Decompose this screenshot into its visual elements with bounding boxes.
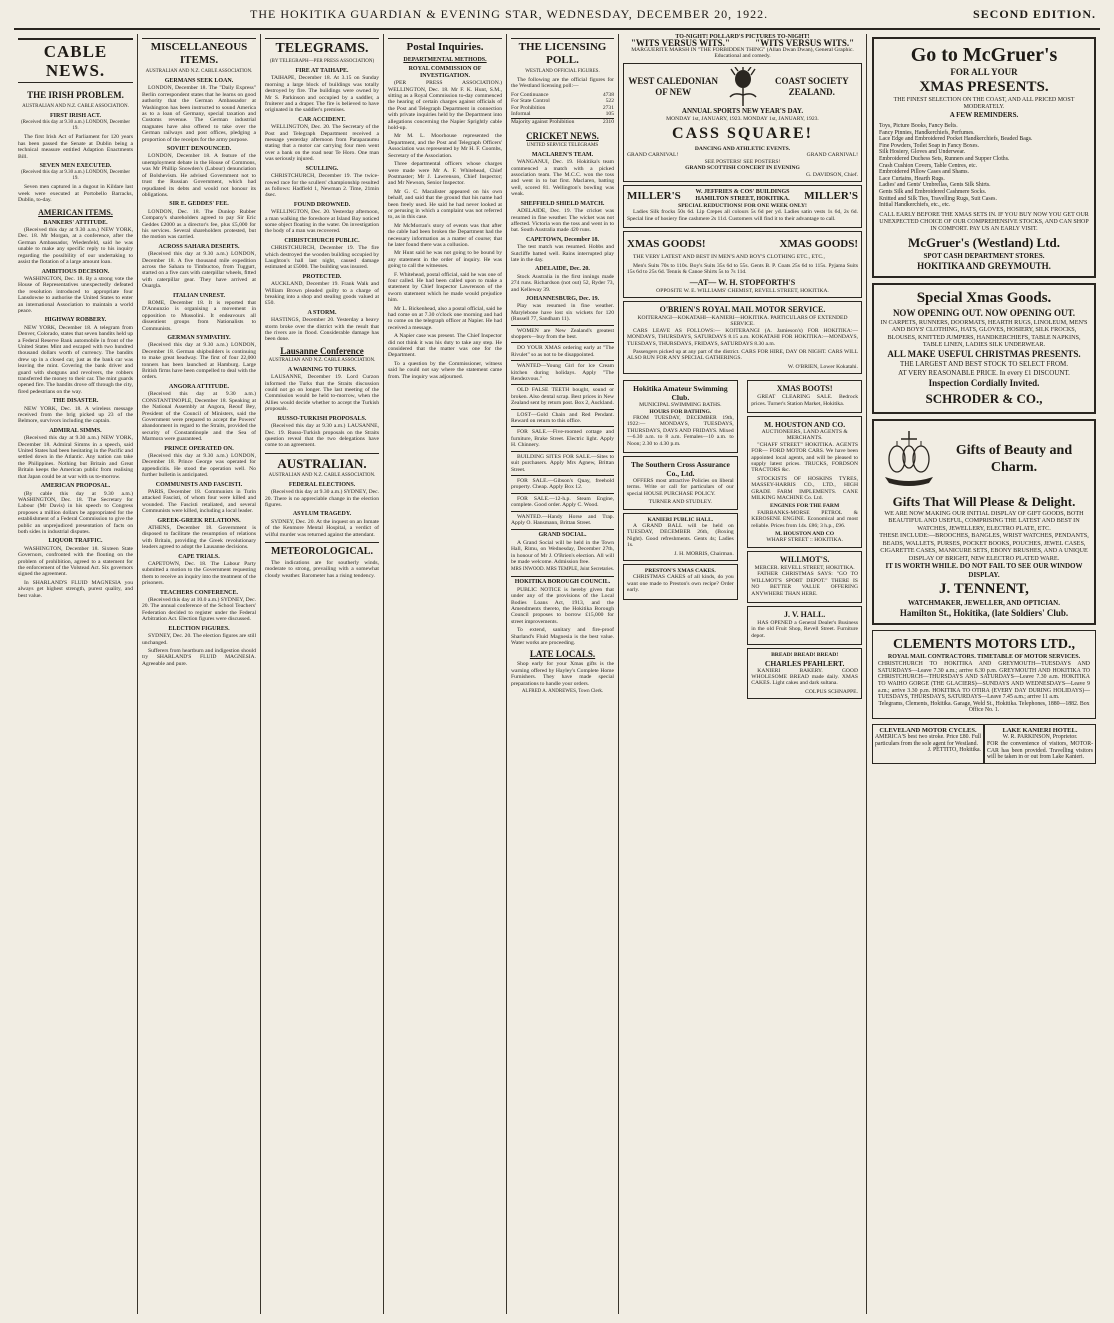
houston-advert [747,416,862,548]
bottom-adverts [872,724,1096,764]
advert-paragraph: CARS LEAVE AS FOLLOWS:— KOITERANGI (A. Jamieson's) FOR HOKITIKA:—MONDAYS, THURSDAYS, SATURDAYS 8.15 a.m. KOKATAHI FOR HOKITIKA:—MONDAYS, TUESDAYS, THURSDAYS, FRIDAYS, SATURDAYS 8.30 a.m. [627,327,858,347]
schroder-firm: SCHRODER & CO., [925,390,1043,406]
signature: MRS INWOOD. MRS TEMPLE, Joint Secretaries. [511,567,614,573]
poll-label: For Continuance [511,91,549,98]
association-right: COAST SOCIETY ZEALAND. [775,75,849,97]
sports-header [627,67,858,107]
telegrams-heading: TELEGRAMS. [265,38,379,57]
agency-line: AUSTRALIAN AND N.Z. CABLE ASSOCIATION. [268,357,376,363]
list-item: Fancy Pinnies, Handkerchiefs, Perfumes. [879,129,975,136]
cycles-advert [872,724,984,764]
column-postal-inquiries [384,34,506,1314]
lausanne-heading: Lausanne Conference [280,345,364,356]
pfahlert-advert [747,648,862,699]
swimming-title: Hokitika Amateur Swimming Club. [633,384,728,403]
article-paragraph: LONDON, December 18. A feature of the unemployment debate in the House of Commons, was Mr Phillip Snowden's (Labour) denunciation of Bolshevism. He advised Government not to trust the Russian Government, which had repudiated its debts and would not honour its obligations. [142,153,256,198]
agency-line: AUSTRALIAN AND N.Z. CABLE ASSOCIATION. [268,472,376,478]
poll-value: 522 [605,98,614,105]
subheading: PROTECTED. [302,273,342,280]
classified-ad: FOR SALE.—Five-roomed cottage and furniture, Brake Street. Electric light. Apply H. Chinnery. [511,426,614,448]
cycles-title: CLEVELAND MOTOR CYCLES. [879,726,977,734]
list-item: Crash Cushion Covers, Table Centres, etc. [879,162,978,169]
misc-items-heading: MISCELLANEOUS ITEMS. [142,38,256,67]
classified-ad: BUILDING SITES FOR SALE.—Sites to suit purchasers. Apply Mrs Agnew, Brittan Street. [511,451,614,473]
lower-right-adverts [747,377,862,702]
article-paragraph: To a question by the Commissioner, witness said he could not say where the statement came from. The inquiry was adjourned. [388,360,502,380]
subheading: FOUND DROWNED. [293,201,351,208]
subheading: SIR E. GEDDES' FEE. [169,201,229,208]
cruet-stand-icon [879,427,939,491]
poll-label: Majority against Prohibition [511,119,575,126]
classified-ads [511,325,614,527]
schroder-advert [872,283,1096,414]
mcgruers-call: CALL EARLY BEFORE THE XMAS SETS IN. IF YOU BUY NOW YOU GET OUR UNEXPECTED CHOICE OF OUR COMPREHENSIVE STOCKS, AND CAN SHOP IN COMFORT. PAY US AN EARLY VISIT. [879,211,1089,232]
gifts-title: Gifts of Beauty and Charm. [955,442,1073,475]
hotel-proprietor: W. R. PARKINSON, Proprietor. [1002,733,1078,740]
advert-paragraph: CHRISTMAS CAKES of all kinds, do you want one made to Preston's own recipe? Order early. [627,574,734,594]
advert-paragraph: KANIERI BAKERY. GOOD WHOLESOME BREAD made daily. XMAS CAKES. Light cakes and dark sultana. [751,667,858,687]
tennent-firm-sub: WATCHMAKER, JEWELLER, AND OPTICIAN. [908,599,1060,608]
article-paragraph: TAIHAPE, December 18. At 3.15 on Sunday morning a large block of buildings was totally destroyed by fire. The buildings were owned by Mr S. Parkinson and occupied by a saddler, a fruiterer and a draper. The fire is believed to have originated in the saddler's premises. [265,75,379,114]
classified-ad: LOST—Gold Chain and Red Pendant. Reward on return to this office. [511,409,614,425]
subheading: GREEK-GREEK RELATIONS. [157,517,241,524]
poll-label: For Prohibition [511,104,546,111]
houston2-title: M. HOUSTON AND CO [775,531,835,538]
houston-title: M. HOUSTON AND CO. [764,419,846,429]
secretary-line: G. DAVIDSON, Chief. [806,171,858,178]
article-paragraph: WASHINGTON, Dec. 18. By a strong vote the House of Representatives unexpectedly defeated the resolution introduced to appropriate four Lansdowne to authorise the United States to enter an international Association to maintain a world peace. [18,275,133,314]
article-paragraph: WELLINGTON, Dec. 20. Yesterday afternoon, a man walking the foreshore at Island Bay noticed some object floating in the water. On investigation the body of a man was recovered. [265,209,379,235]
gifts-worth: IT IS WORTH WHILE. DO NOT FAIL TO SEE OUR WINDOW DISPLAY. [885,562,1083,580]
column-rule [866,34,867,1314]
tennent-firm: J. TENNENT, [939,581,1029,598]
jvhall-advert [747,606,862,645]
article-paragraph: NEW YORK, December 18. A telegram from Denver, Colorado, states that seven bandits held up a Federal Reserve Bank automobile in front of the United States Mint and escaped with two hundred thousand dollars worth of currency. The bandits drew up in a closed car, just as the bank car was leaving the mint. Covering the bank driver and guard with shotguns and revolvers, the robbers transferred the money to their car. The mint guards opened fire. The bandits drove off through the city, fired pedestrians on the way. [18,324,133,395]
column-display-adverts [868,34,1100,1314]
mcgruers-title: Go to McGruer's [910,44,1058,66]
article-paragraph: (Received this day at 9.30 a.m.) NEW YORK, Dec. 18. Mr Morgan, at a conference, after the German Ambassador, Wiedenfeld, said he was unable to make any specific reply to his inquiry regarding the possibility of our undertaking to assist the flotation of a large amount loan. [18,227,133,266]
schroder-largest: THE LARGEST AND BEST STOCK TO SELECT FROM. [899,359,1069,368]
tennent-address: Hamilton St., Hokitika, (late Soldiers' Club. [899,608,1069,619]
pictures-header: TO-NIGHT! POLLARD'S PICTURES TO-NIGHT! [675,34,810,40]
gifts-body: WE ARE NOW MAKING OUR INITIAL DISPLAY OF GIFT GOODS, BOTH BEAUTIFUL AND USEFUL, COMPRISING THE LATEST AND BEST IN WATCHES, JEWELLERY, ELECTRO PLATE, ETC. [884,509,1084,532]
xmas-goods-left: XMAS GOODS! [627,238,706,251]
lower-advert-columns [623,377,862,702]
article-paragraph: WELLINGTON, Dec. 20. The Secretary of the Post and Telegraph Department received a message yesterday afternoon from Paraparaumu stating that a motor car carrying four men went over a bank on the road near Te Horo. One man was seriously injured. [265,124,379,163]
clements-contact: Telegrams, Clements, Hokitika. Garage, Weld St., Hokitika. Telephones, 1880—1882. Box Office No. 1. [878,700,1090,714]
classified-ad: WANTED.—Handy Horse and Trap. Apply O. Hansmann, Brittan Street. [511,511,614,527]
mcgruers-subtitle: FOR ALL YOUR [950,67,1018,77]
subheading: SCULLING. [305,165,339,172]
subheading: GERMANS SEEK LOAN. [164,78,234,84]
hotel-body: FOR the convenience of visitors, MOTOR-CAR has been provided. Travelling visitors will be taken in or out from Lake Kanieri. [987,740,1093,761]
article-paragraph: The test match was resumed. Hobbs and Sutcliffe batted well. Rains interrupted play late in the day. [511,244,614,263]
article-paragraph: SYDNEY, Dec. 20. The election figures are still unchanged. [142,633,256,646]
list-item: Silk Hosiery, Gloves and Underwear. [879,149,966,156]
xmas-goods-right: XMAS GOODS! [779,238,858,251]
subheading: CHRISTCHURCH PUBLIC. [284,237,360,244]
american-items-heading: AMERICAN ITEMS. [38,207,113,217]
mcgruers-reminders: A FEW REMINDERS. [949,111,1019,119]
subheading: A STORM. [307,309,337,316]
stopforth-name: —AT— W. H. STOPFORTH'S [689,277,796,287]
article-paragraph: NEW YORK, Dec. 18. A wireless message received from the brig picked up 23 of the Belmore, survivors including the captain. [18,405,133,425]
article-paragraph: CAPETOWN, Dec. 18. The Labour Party submitted a motion to the Government requesting them to receive an inquiry into the treatment of the prisoners. [142,561,256,587]
subheading: LIQUOR TRAFFIC. [48,538,103,545]
subheading: ACROSS SAHARA DESERTS. [158,243,240,250]
poll-value: 2731 [602,104,614,111]
article-paragraph: (Received this day at 9.30 a.m.) SYDNEY, Dec. 20. There is no appreciable change in the election figures. [265,489,379,508]
edition-label: SECOND EDITION. [972,7,1096,21]
kanieri-hall-advert [623,513,738,561]
mcgruers-firm: McGruer's (Westland) Ltd. [907,234,1060,250]
subheading: FIRE AT TAIHAPE. [295,68,349,74]
advert-paragraph: Passengers picked up at any part of the district. CARS FOR HIRE, DAY OR NIGHT. CARS WILL ALSO RUN FOR ANY SPECIAL GATHERINGS. [627,348,858,362]
willmots-title: WILLMOT'S. [779,554,830,564]
article-paragraph: (PER PRESS ASSOCIATION.) WELLINGTON, Dec. 18. Mr F. K. Hunt, S.M., sitting as a Royal Commission to-day commenced the hearing of certain charges against officials of the Post and Telegraph Department in connection with private inquiries held by the Department into allegations concerning the Napier Sprightly cable hold-up. [388,80,502,132]
mcgruers-advert [872,37,1096,278]
thistle-crest-icon [726,67,760,107]
article-paragraph: Mr G. C. Macalister appeared on his own behalf, and said that the ground that his name had been freely used. He said he had never looked at or perusing in which a complaint was not referred to, as in this case. [388,188,502,221]
licensing-poll-heading: THE LICENSING POLL. [511,38,614,67]
classified-ad: FOR SALE.—12-h.p. Steam Engine, complete. Good order. Apply C. Wood. [511,493,614,509]
subheading: A WARNING TO TURKS. [287,366,357,373]
baths-line: MUNICIPAL SWIMMING BATHS. [639,402,722,409]
subheading: ANGORA ATTITUDE. [169,383,229,390]
article-paragraph: A Grand Social will be held in the Town Hall, Rimu, on Wednesday, December 27th, in honour of Mr J. O'Brien's election. All will be made welcome. Admission free. [511,539,614,565]
article-paragraph: WANGANUI, Dec. 19. Hokitika's team commenced a match with a picked association team. The M.C.C. won the toss and went in to bat first. Maclaren, batting well, scored 81. Wellington's bowling was weak. [511,159,614,198]
article-paragraph: HASTINGS, December 20. Yesterday a heavy storm broke over the district with the result that the rivers are in flood. Considerable damage has been done. [265,317,379,343]
schroder-opening: NOW OPENING OUT. NOW OPENING OUT. [892,307,1076,318]
schroder-body: IN CARPETS, RUNNERS, DOORMATS, HEARTH RUGS, LINOLEUM, MEN'S AND BOYS' CLOTHING, HATS, GLOVES, HOSIERY, SILK FROCKS, BLOUSES, KNITTED JUMPERS, HANDKERCHIEFS, TABLE NAPKINS, TABLE LINEN, LADIES SILK UNDERWEAR. [880,318,1088,349]
subheading: FIRST IRISH ACT. [50,113,101,119]
subheading: ADMIRAL SIMMS. [49,427,102,434]
dateline: (Received this day at 9.30 a.m.) LONDON, December 19. [21,170,130,182]
subheading: AMBITIOUS DECISION. [41,268,110,275]
obrien-title: O'BRIEN'S ROYAL MAIL MOTOR SERVICE. [659,304,826,314]
classified-ad: FOR SALE.—Gibson's Quay, freehold property. Cheap. Apply Box 12. [511,475,614,491]
column-advertisements [619,34,866,1314]
classified-ad: WANTED—Young Girl for lce Cream kitchen during holidays. Apply "The Rendezvous." [511,360,614,382]
article-paragraph: F. Whitehead, postal official, said he was one of four called. He had been called upon to make a statement by Chief Inspector Lawrenson of the sworn statement which he made would prejudice him. [388,271,502,304]
poll-value: 105 [605,111,614,118]
film-title-left: "WITS VERSUS WITS." [630,38,730,49]
article-paragraph: PUBLIC NOTICE is hereby given that under any of the provisions of the Local Bodies Loans Act, 1913, and the Amendments thereto, the Hokitika Borough Council proposes to borrow £15,000 for street improvements. [511,586,614,625]
classified-ad: OLD FALSE TEETH bought, sound or broken. Also dental scrap. Best prices in New Zealand sent by return post. Box 2, Auckland. [511,384,614,406]
mcgruers-firm-sub: SPOT CASH DEPARTMENT STORES. [923,251,1045,260]
film-details: MARGUERITE MARSH IN "THE FORBIDDEN THING" (Allan Dwan Dwan), General Graphic. Educational and comedy. [631,46,854,60]
sports-dates: MONDAY 1st, JANUARY, 1923. MONDAY 1st, JANUARY, 1923. [666,115,819,122]
advert-paragraph: GREAT CLEARING SALE. Bedrock prices. Turner's Station Market, Hokitika. [751,394,858,407]
advert-paragraph: "CHAFF STREET" HOKITIKA. AGENTS FOR— FORD MOTOR CARS. We have been appointed local agents, and will be pleased to supply latest prices. TRUCKS, FORDSON TRACTORS &c. [751,441,858,474]
postal-inquiries-heading: Postal Inquiries. [388,38,502,54]
mcgruers-main: XMAS PRESENTS. [919,79,1049,95]
millers-address: W. JEFFRIES & COS' BUILDINGS HAMILTON STREET, HOKITIKA. [695,189,790,203]
stopforth-address: OPPOSITE W. E. WILLIAMS' CHEMIST, REVELL STREET, HOKITIKA. [656,287,829,294]
xmas-goods-row [627,235,858,254]
willmots-advert [747,551,862,603]
clements-title: CLEMENTS MOTORS LTD., [892,637,1076,653]
subheading: DEPARTMENTAL METHODS. [403,57,487,63]
column-cable-news [14,34,137,1314]
millers-right: MILLER'S [804,189,858,202]
article-paragraph: The indications are for southerly winds, moderate to strong, prevailing with a somewhat cloudy weather. Barometer has a rising tendency. [265,559,379,579]
subheading: HOKITIKA BOROUGH COUNCIL. [511,576,614,585]
subheading: SHEFFIELD SHIELD MATCH. [520,200,605,207]
masthead [0,0,1114,28]
subheading: TEACHERS CONFERENCE. [159,589,238,596]
article-paragraph: Mr M. L. Moorhouse represented the Department, and the Post and Telegraph Officers' Association was represented by Mr H. F. Coombs, Secretary of the Association. [388,133,502,159]
obrien-advert [623,301,862,374]
advert-paragraph: Ladies Silk frocks 50s 6d. Lip Crepes all colours 5s 6d per yd. Ladies satin vests 1s 6d, 2s 6d. Special line of hosiery fine cashmere 2s 11d. Customers will find it to their advantage to call. [627,209,858,222]
subheading: PRINCE OPERATED ON. [164,445,234,452]
article-paragraph: AUCKLAND, December 19. Frank Walk and William Brown pleaded guilty to a charge of breaking into a shop and stealing goods valued at £50. [265,281,379,307]
list-item: Ladies' and Gents' Umbrellas, Gents Silk Shirts. [879,182,991,189]
advert-paragraph: Men's Suits 70s to 110s. Boy's Suits 35s 6d to 55s. Gents B. P. Coats 25s 6d to 115s. Pyjama Suits 15s 6d to 25s 6d. Tennis & Canoe Shirts 5s to 7s 11d. [627,262,858,276]
advert-paragraph: FAIRBANKS-MORSE PETROL & KEROSENE ENGINE. Economical and most reliable. Prices from 14s. £86; 3 h.p., £96. [751,509,858,529]
cass-square: CASS SQUARE! [672,125,813,143]
pfahlert-title: CHARLES PFAHLERT. [764,658,845,668]
houston-subtitle: AUCTIONEERS, LAND AGENTS & MERCHANTS. [761,428,848,442]
cable-news-heading: CABLE NEWS. [18,38,133,83]
article-paragraph: ATHENS, December 18. Government is disposed to facilitate the resumption of relations with Britain, providing the Greek revolutionary leaders agreed to adopt the Lausanne decisions. [142,525,256,551]
subheading: WESTLAND OFFICIAL FIGURES. [525,69,600,74]
gifts-subtitle: Gifts That Will Please & Delight. [892,493,1076,509]
obrien-signature: W. O'BRIEN, Lower Kokatahi. [787,363,858,370]
list-item: Toys, Picture Books, Fancy Belts. [879,123,958,129]
australian-heading: AUSTRALIAN. [265,453,379,471]
poll-label: Informal [511,111,531,118]
article-paragraph: PARIS, December 18. Communists in Turin attacked Fascisti, of whom four were killed and wounded. The Fascisti retaliated, and several Communists were killed, including a local leader. [142,488,256,515]
late-locals-heading: LATE LOCALS. [529,649,596,660]
article-paragraph: Shop early for your Xmas gifts is the warning offered by Hayley's Complete Home Furnishers. They have made special preparations to handle your orders. [511,661,614,687]
subheading: RUSSO-TURKISH PROPOSALS. [277,415,367,422]
cricket-heading: CRICKET NEWS. [526,130,599,141]
signature: ALFRED A. ANDREWES, Town Clerk. [521,689,604,695]
subheading: JOHANNESBURG, Dec. 19. [525,295,600,302]
newspaper-title: THE HOKITIKA GUARDIAN & EVENING STAR, WEDNESDAY, DECEMBER 20, 1922. [250,7,769,21]
article-paragraph: Mr Hunt said he was not going to be bound by any statement in the order of inquiry. He was going to call the witnesses. [388,250,502,270]
article-paragraph: (Received this day at 9.30 a.m.) CONSTANTINOPLE, December 18. Speaking at the National Assembly at Angora, Reouf Bey, President of the Council of Ministers, said the Government were prepared to accept the Powers' abandonment in regard to the Straits, provided the security of Constantinople and the Sea of Marmora were guaranteed. [142,391,256,443]
article-paragraph: LAUSANNE, December 19. Lord Curzon informed the Turks that the Straits discussion could not go on longer. The last meeting of the Commission would be held to-morrow, when the Allies would decide whether to accept the Turkish proposals. [265,374,379,413]
poll-value: 4738 [602,91,614,98]
advert-paragraph: FATHER CHRISTMAS SAYS: "GO TO WILLMOT'S SPORT DEPOT." THERE IS NO BETTER VALUE OFFERING ANYWHERE THAN HERE. [751,571,858,597]
annual-sports: ANNUAL SPORTS NEW YEAR'S DAY. [681,106,804,115]
article-paragraph: ROME, December 18. It is reported that D'Annunzio is organising a movement in opposition to Mussolini. It endeavours all dissentient groups from Nationalists to Communists. [142,300,256,332]
kanieri-title: KANIERI PUBLIC HALL. [647,516,714,523]
subheading: GRAND SOCIAL. [511,529,614,538]
hotel-advert [984,724,1096,764]
millers-header [627,189,858,203]
classified-ad: WOMEN are New Zealand's greatest shoppers—buy from the best. [511,325,614,341]
swimming-advert [623,380,738,453]
list-item: Initial Handkerchiefs, etc., etc. [879,202,951,209]
subheading: SOVIET DENOUNCED. [166,146,232,153]
carnival-right: GRAND CARNIVAL! [806,152,858,159]
mcgruers-list [879,123,1089,209]
article-paragraph: (Received this day at 9.30 a.m.) LONDON, December 18. German shipbuilders is continuing to make great headway. The first of four 22,000 tonners has been launched at Hamburg. Large British firms have been compelled to deal with the orders. [142,342,256,381]
article-paragraph: WASHINGTON, December 18. Sixteen State Governors, confronted with the flouting on the problem of prohibition, agreed to a statement for the enforcement of the Volstead Act. Six governors signed the agreement. [18,545,133,578]
article-paragraph: Play was resumed in fine weather. Marylebone have lost six wickets for 120 (Russell 77, Sandham 11). [511,303,614,323]
southern-cross-advert [623,456,738,510]
xmas-boots-title: XMAS BOOTS! [776,384,833,394]
agency-line: AUSTRALIAN AND N.Z. CABLE ASSOCIATION. [145,69,253,74]
article-paragraph: Mr L. Bickenhead, also a postal official, said he had come on at 7.30 o'clock one morning and had to come on the telegraph officer at Napier. He had received a message. [388,305,502,331]
subheading: THE DISASTER. [52,398,99,405]
list-item: Lace Curtains, Hearth Rugs. [879,175,945,182]
article-paragraph: Seven men captured in a dugout in Kildare last week were executed at Portobello Barracks, Dublin, to-day. [18,184,133,204]
list-item: Embroidered Duchess Sets, Runners and Supper Cloths. [879,155,1010,162]
article-paragraph: CHRISTCHURCH, December 19. The twice-rowed race for the scullers' championship resulted as follows: Hadfield 1, Newman 2. Time, 21min 4sec. [265,173,379,199]
carnival-left: GRAND CARNIVAL! [627,152,679,159]
millers-left: MILLER'S [627,189,681,202]
article-paragraph: (Received this day at 9.30 a.m.) NEW YORK, December 18. Admiral Simms in a speech, said United States had been hesitating in the Pacific and settled down in the Atlantic. Any nation can take the Philippines. Nothing but Britain and Great Britain keeps the American public from realising that Japan could be at war with us to-morrow. [18,435,133,480]
list-item: Knitted and Silk Ties, Travelling Rugs, Suit Cases. [879,195,997,202]
advert-paragraph: OFFERS most attractive Policies on liberal terms. Write or call for particulars of our special HOUSE PURCHASE POLICY. [627,478,734,497]
agency-line: UNITED SERVICE TELEGRAMS [526,142,599,148]
subheading: ELECTION FIGURES. [168,625,230,632]
article-paragraph: (Received this day at 9.30 a.m.) LONDON, December 18. Prince George was operated for appendicitis. He stood the operation well. No further bulletin is anticipated. [142,452,256,479]
masthead-rule [14,28,1100,30]
subheading: FEDERAL ELECTIONS. [288,481,356,488]
subheading: ASYLUM TRAGEDY. [292,511,352,518]
subheading: CAR ACCIDENT. [298,116,346,123]
agency-line: AUSTRALIAN AND N.Z. CABLE ASSOCIATION. [22,104,129,109]
subheading: CAPETOWN, December 18. [525,236,600,243]
special-reductions: SPECIAL REDUCTIONS! FOR ONE WEEK ONLY! [678,203,807,210]
list-item: Fine Powders, Toilet Soap in Fancy Boxes. [879,142,979,149]
column-licensing-poll [507,34,618,1314]
dateline: (Received this day at 9.30 a.m.) LONDON, December 19. [21,120,130,132]
posters-line: SEE POSTERS! SEE POSTERS! [704,158,781,165]
agent-line: TURNER AND STUDLEY. [648,499,712,506]
schroder-useful: ALL MAKE USEFUL CHRISTMAS PRESENTS. [887,348,1081,359]
article-paragraph: CHRISTCHURCH, December 19. The fire which destroyed the wooden building occupied by Laughton's hall last night, caused damage estimated at £5000. The building was insured. [265,245,379,271]
poll-label: For State Control [511,98,550,105]
article-paragraph: A Napier case was present. The Chief Inspector did not think it was his duty to take any step. He considered that the matter was one for the Department. [388,333,502,359]
subheading: HIGHWAY ROBBERY. [44,317,107,324]
article-paragraph: Stock Australia in the first innings made 274 runs. Richardson (not out) 52, Ryder 73, and Kelleway 39. [511,273,614,293]
schroder-title: Special Xmas Goods. [916,289,1052,306]
advert-paragraph: A GRAND BALL will be held on TUESDAY, DECEMBER 26th, (Boxing Night). Good refreshments. Gents 4s; Ladies 1s. [627,523,734,549]
article-paragraph: The following are the official figures for the Westland licensing poll:— [511,77,614,90]
cycles-signature: J. PETTITO, Hokitika. [927,747,981,754]
cycles-body: AMERICA'S best two stroke. Price £80. Full particulars from the sole agent for Westland. [875,733,981,747]
article-paragraph: To extend, sanitary and fire-proof Sharland's Fluid Magnesia is the best value. Water works are proceeding. [511,627,614,647]
column-telegrams [261,34,383,1314]
concert-line: GRAND SCOTTISH CONCERT IN EVENING [685,165,800,172]
advert-line: In SHARLAND'S FLUID MAGNESIA you always get highest strength, purest quality, and best value. [18,579,133,599]
clements-subtitle: ROYAL MAIL CONTRACTORS. TIMETABLE OF MOTOR SERVICES. [887,654,1081,661]
subheading: BANKERS' ATTITUDE. [43,219,108,226]
irish-problem-heading: THE IRISH PROBLEM. [27,90,124,100]
article-paragraph: LONDON, December 18. The "Daily Express" Berlin correspondent states that he learns on good authority that the German Ambassador at Washington has been instructed to sound America as to a loan of Germany, special taxation and Customs revenue. The German industrial magnates have also offered to take over the German railways and post offices, pledging a proportion of the receipts for the army purpose. [142,85,256,143]
preston-title: PRESTON'S XMAS CAKES. [644,568,716,575]
clements-timetable: CHRISTCHURCH TO HOKITIKA AND GREYMOUTH—TUESDAYS AND SATURDAYS—Leave 7.30 a.m.; arrive 6.30 p.m. GREYMOUTH AND HOKITIKA TO CHRISTCHURCH—THURSDAYS AND SATURDAYS—Leave 7.30 a.m. HOKITIKA TO WAIHO GORGE (THE GLACIERS)—SUNDAYS AND WEDNESDAYS—Leave 9 a.m.; arrive 3.30 p.m. HOKITIKA TO OTIRA (EVERY DAY DURING HOLIDAYS)—TUESDAYS, THURSDAYS, SATURDAYS—Leave 7.45 a.m.; arrive 11 a.m. [878,661,1090,701]
advert-paragraph: STOCKISTS OF HOSKINS TYRES, MASSEY-HARRIS CO., LTD., HIGH GRADE FARM IMPLEMENTS. CANE MILKING MACHINE Co. Ltd. [751,475,858,502]
stopforth-advert [623,231,862,298]
gifts-list: THESE INCLUDE:—BROOCHES, BANGLES, WRIST WATCHES, PENDANTS, BEADS, WALLETS, PURSES, POCKET BOOKS, POUCHES, JEWEL CASES, CIGARETTE CASES, MANICURE SETS, EBONY BRUSHES, AND A UNIQUE DISPLAY OF BRIGHT, NEW ELECTRO PLATED WARE. [879,532,1089,562]
jvhall-title: J. V. HALL. [784,609,826,619]
xmas-boots-advert [747,380,862,413]
sports-advert [623,63,862,182]
schroder-invite: Inspection Cordially Invited. [928,377,1040,388]
film-title-right: "WITS VERSUS WITS." [755,38,855,49]
poll-row [511,111,614,117]
tennent-advert [872,419,1096,626]
dancing-line: DANCING AND ATHLETIC EVENTS. [694,146,791,153]
association-left: WEST CALEDONIAN OF NEW [628,75,718,97]
gifts-header [879,425,1089,493]
obrien-subtitle: KOITERANGI—KOKATAHI—KANIERI—HOKITIKA. PARTICULARS OF EXTENDED SERVICE. [637,314,848,328]
subheading: GERMAN SYMPATHY. [167,335,231,342]
article-paragraph: The first Irish Act of Parliament for 120 years has been passed the Senate at Dublin being a technical measure entitled Adaption Enactments Bill. [18,134,133,160]
subheading: COMMUNISTS AND FASCISTI. [155,481,243,488]
subheading: SEVEN MEN EXECUTED. [39,163,112,170]
agency-line: (BY TELEGRAPH—PER PRESS ASSOCIATION) [269,59,375,64]
subheading: ROYAL COMMISSION OF INVESTIGATION. [408,66,482,79]
mcgruers-towns: HOKITIKA AND GREYMOUTH. [917,260,1051,271]
article-paragraph: LONDON, Dec. 18. The Dunlop Rubber Company's shareholders agreed to pay Sir Eric Geddes £2000 as a director's fee, plus £5,000 for his services. Several shareholders protested, but the motion was carried. [142,208,256,241]
advert-paragraph: FROM TUESDAY, DECEMBER 19th, 1922:— MONDAYS, TUESDAYS, THURSDAYS, DAYS AND FRIDAYS. Mixed—6.30 a.m. to 8 a.m. Females—10 a.m. to Noon; 2.30 to 4.30 p.m. [627,414,734,447]
colpus-signature: COLPUS SCHNAPPE. [805,688,858,695]
lower-left-adverts [623,377,738,702]
hotel-title: LAKE KANIERI HOTEL. [1002,726,1078,734]
article-paragraph: (By cable this day at 9.30 a.m.) WASHINGTON, Dec. 18. The Secretary for Labour (Mr Davis) in his speech to Congress proposes a million dollars be appropriated for the establishment of a Federal Commission to give the public an unprejudiced presentation of facts on both sides in industrial disputes. [18,490,133,535]
article-paragraph: Three departmental officers whose charges were made were Mr A. F. Whitehead, Chief Postmaster; Mr J. Lawrenson, Chief Inspector; and Mr Newson, Senior Inspector. [388,161,502,187]
hours-line: HOURS FOR BATHING. [649,408,712,415]
article-paragraph: (Received this day at 9.30 a.m.) LONDON, December 18. A five thousand mile expedition across the Sahara to Timbuctoo, from Tuggurt, started on a five cars with caterpillar wheels, fitted with caterpillar gear. They have arrived at Ouargla. [142,251,256,290]
classified-ad: DO YOUR XMAS ordering early at "The Rivulet" so as not to be disappointed. [511,342,614,358]
poll-table [511,92,614,126]
article-paragraph: Mr McMorran's story of events was that after the cable had been broken the Department had the necessary information as a matter of course; that he later found there was a collusion. [388,222,502,248]
willmots-subtitle: MERCER. REVELL STREET, HOKITIKA. [754,564,855,571]
clements-advert [872,630,1096,719]
southern-cross-title: The Southern Cross Assurance Co., Ltd. [630,460,730,478]
millers-advert [623,185,862,228]
advert-line: Sufferers from heartburn and indigestion should try SHARLAND'S FLUID MAGNESIA. Agreeable and pure. [142,647,256,667]
subheading: ADELAIDE, Dec. 20. [535,266,590,273]
list-item: Gents Silk and Embroidered Cashmere Socks. [879,188,987,195]
article-paragraph: (Received this day at 10.0 a.m.) SYDNEY, Dec. 20. The annual conference of the School Teachers' Federation decided to register under the Federal Arbitration Act. Election figures were discussed. [142,597,256,623]
subheading: AMERICAN PROPOSAL. [40,483,111,490]
advert-paragraph: THE VERY LATEST AND BEST IN MEN'S AND BOY'S CLOTHING ETC., ETC., [633,254,825,261]
article-paragraph: ADELAIDE, Dec. 19. The cricket was resumed in fine weather. The wicket was not affected. Victoria won the toss and went in to bat. South Australia made 420 runs. [511,208,614,234]
subheading: CAPE TRIALS. [178,553,220,560]
mcgruers-selection: THE FINEST SELECTION ON THE COAST, AND ALL PRICED MOST MODERATELY. [893,97,1075,110]
houston2-subtitle: WHARF STREET :: HOKITIKA. [766,537,843,544]
poll-majority [511,118,614,125]
list-item: Lace Edge and Embroidered Pocket Handkerchiefs, Beaded Bags. [879,136,1033,143]
kanieri-signature: J. H. MORRIS, Chairman. [674,550,734,557]
preston-advert [623,564,738,600]
subheading: ITALIAN UNREST. [172,292,226,299]
meteorological-heading: METEOROLOGICAL. [265,542,379,558]
poll-value: 2310 [602,119,614,126]
column-miscellaneous [138,34,260,1314]
article-paragraph: (Received this day at 9.30 a.m.) LAUSANNE, Dec. 19. Russo-Turkish proposals on the Straits question reveal that the two delegations have come to an agreement. [265,423,379,449]
bread-line: BREAD! BREAD! BREAD! [771,652,839,659]
list-item: Embroidered Pillow Cases and Shams. [879,169,970,176]
advert-paragraph: HAS OPENED a General Dealer's Business in the old Fruit Shop, Revell Street. Furniture depot. [751,619,858,639]
subheading: MACLAREN'S TEAM. [531,151,594,158]
article-paragraph: SYDNEY, Dec. 20. At the inquest on an Inmate of the Kenmore Mental Hospital, a verdict of wilful murder was returned against the attendant. [265,518,379,538]
schroder-price: AT VERY REASONABLE PRICE. In every £1 DISCOUNT. [898,368,1070,377]
engines-title: ENGINES FOR THE FARM [770,503,840,510]
